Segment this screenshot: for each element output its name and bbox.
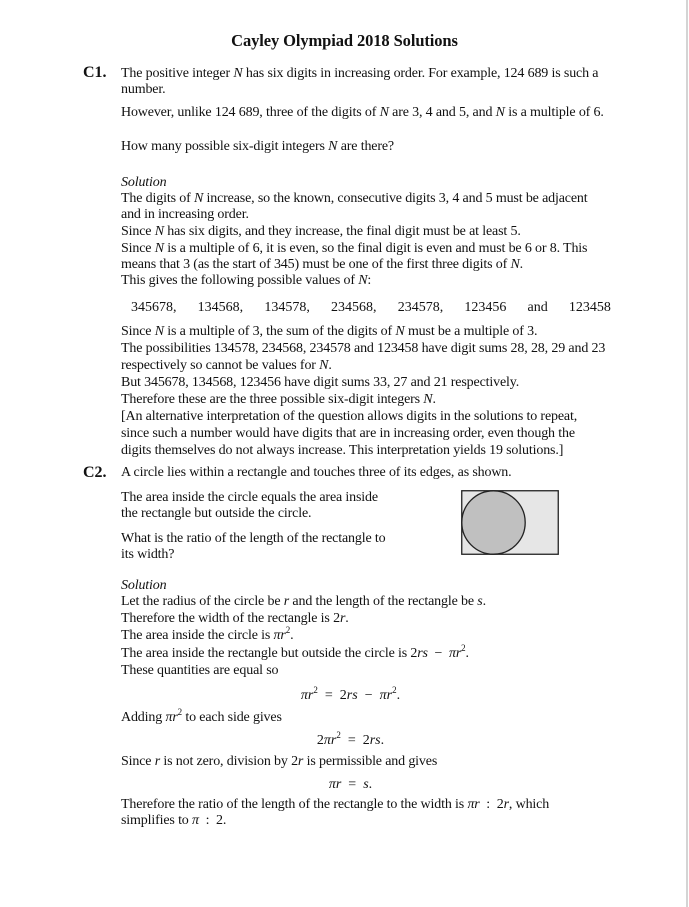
- c1-solution-line: [An alternative interpretation of the question allows digits in the solutions to repeat,: [121, 409, 578, 424]
- c2-solution-line: The area inside the rectangle but outside the circle is $2rs - \pi r^2$.: [121, 643, 469, 661]
- c1-solution-line: This gives the following possible values of N:: [121, 273, 372, 288]
- equation-3: πr = s.: [328, 777, 373, 792]
- page-title: Cayley Olympiad 2018 Solutions: [231, 31, 458, 50]
- c1-solution-line: means that 3 (as the start of 345) must be one of the first three digits of N.: [121, 257, 524, 272]
- c1-solution-line: respectively so cannot be values for N.: [121, 358, 332, 373]
- c2-solution-label: Solution: [121, 578, 167, 593]
- c1-solution-line: The digits of N increase, so the known, consecutive digits 3, 4 and 5 must be adjacent: [121, 191, 588, 206]
- c1-solution-line: Since N is a multiple of 6, it is even, so the final digit is even and must be 6 or 8. This: [121, 241, 588, 256]
- c1-solution-label: Solution: [121, 175, 167, 190]
- c2-solution-line: simplifies to π : 2.: [121, 813, 227, 828]
- c1-question-line2: number.: [121, 82, 166, 97]
- page-edge-scrollbar: [686, 0, 688, 907]
- c1-solution: [121, 175, 621, 289]
- c1-solution-line: digits themselves do not always increase. This interpretation yields 19 solutions.]: [121, 443, 564, 458]
- c2-solution-line: Let the radius of the circle be r and the length of the rectangle be s.: [121, 594, 486, 609]
- c2-question-line1: A circle lies within a rectangle and touches three of its edges, as shown.: [121, 465, 512, 480]
- c2-solution-line: These quantities are equal so: [121, 663, 279, 678]
- value-item: 234578,: [397, 300, 444, 315]
- c1-solution-line: Therefore these are the three possible six-digit integers N.: [121, 392, 436, 407]
- equation-2: $2\pi r^2 = 2rs$.: [316, 730, 385, 748]
- circle-shape: [462, 491, 525, 554]
- c1-values-row: [131, 300, 611, 316]
- equation-1: $\pi r^2 = 2rs - \pi r^2$.: [300, 685, 401, 703]
- value-item: 134568,: [197, 300, 244, 315]
- c2-solution-line6: Adding $\pi r^2$ to each side gives: [121, 707, 282, 725]
- c2-solution-line: Therefore the ratio of the length of the rectangle to the width is πr : 2r, which: [121, 797, 550, 812]
- c2-solution-line: Therefore the width of the rectangle is 2r.: [121, 611, 349, 626]
- c1-solution-line: But 345678, 134568, 123456 have digit sums 33, 27 and 21 respectively.: [121, 375, 520, 390]
- c2-solution-conclusion: [121, 797, 621, 829]
- c1-solution-line: since such a number would have digits that are in increasing order, even though the: [121, 426, 575, 441]
- c1-question-para2: However, unlike 124 689, three of the digits of N are 3, 4 and 5, and N is a multiple of 6.: [121, 105, 604, 120]
- c1-solution-line: The possibilities 134578, 234568, 234578 and 123458 have digit sums 28, 28, 29 and 23: [121, 341, 606, 356]
- value-item: 123458: [568, 300, 611, 315]
- value-item: and: [527, 300, 548, 315]
- question-number-c2: C2.: [83, 464, 107, 481]
- c1-question: [121, 66, 621, 98]
- circle-in-rectangle-figure: [461, 490, 559, 555]
- c2-solution-line: The area inside the circle is $\pi r^2$.: [121, 625, 294, 643]
- value-item: 234568,: [331, 300, 377, 315]
- c1-solution-line: Since N has six digits, and they increase, the final digit must be at least 5.: [121, 224, 521, 239]
- c1-solution-line: Since N is a multiple of 3, the sum of the digits of N must be a multiple of 3.: [121, 324, 538, 339]
- c1-solution-line: and in increasing order.: [121, 207, 249, 222]
- c1-question-para3: How many possible six-digit integers N are there?: [121, 139, 394, 154]
- value-item: 123456: [464, 300, 507, 315]
- c2-solution-line7: Since r is not zero, division by 2r is permissible and gives: [121, 754, 438, 769]
- value-item: 134578,: [264, 300, 310, 315]
- question-number-c1: C1.: [83, 64, 107, 81]
- c2-solution: [121, 578, 621, 679]
- c1-solution-continued: [121, 323, 621, 459]
- c1-question-line1: The positive integer N has six digits in increasing order. For example, 124 689 is such a: [121, 66, 599, 81]
- c2-question-para3: What is the ratio of the length of the rectangle to its width?: [121, 531, 386, 562]
- value-item: 345678,: [131, 300, 177, 315]
- c2-question-para2: The area inside the circle equals the area inside the rectangle but outside the circle.: [121, 490, 378, 521]
